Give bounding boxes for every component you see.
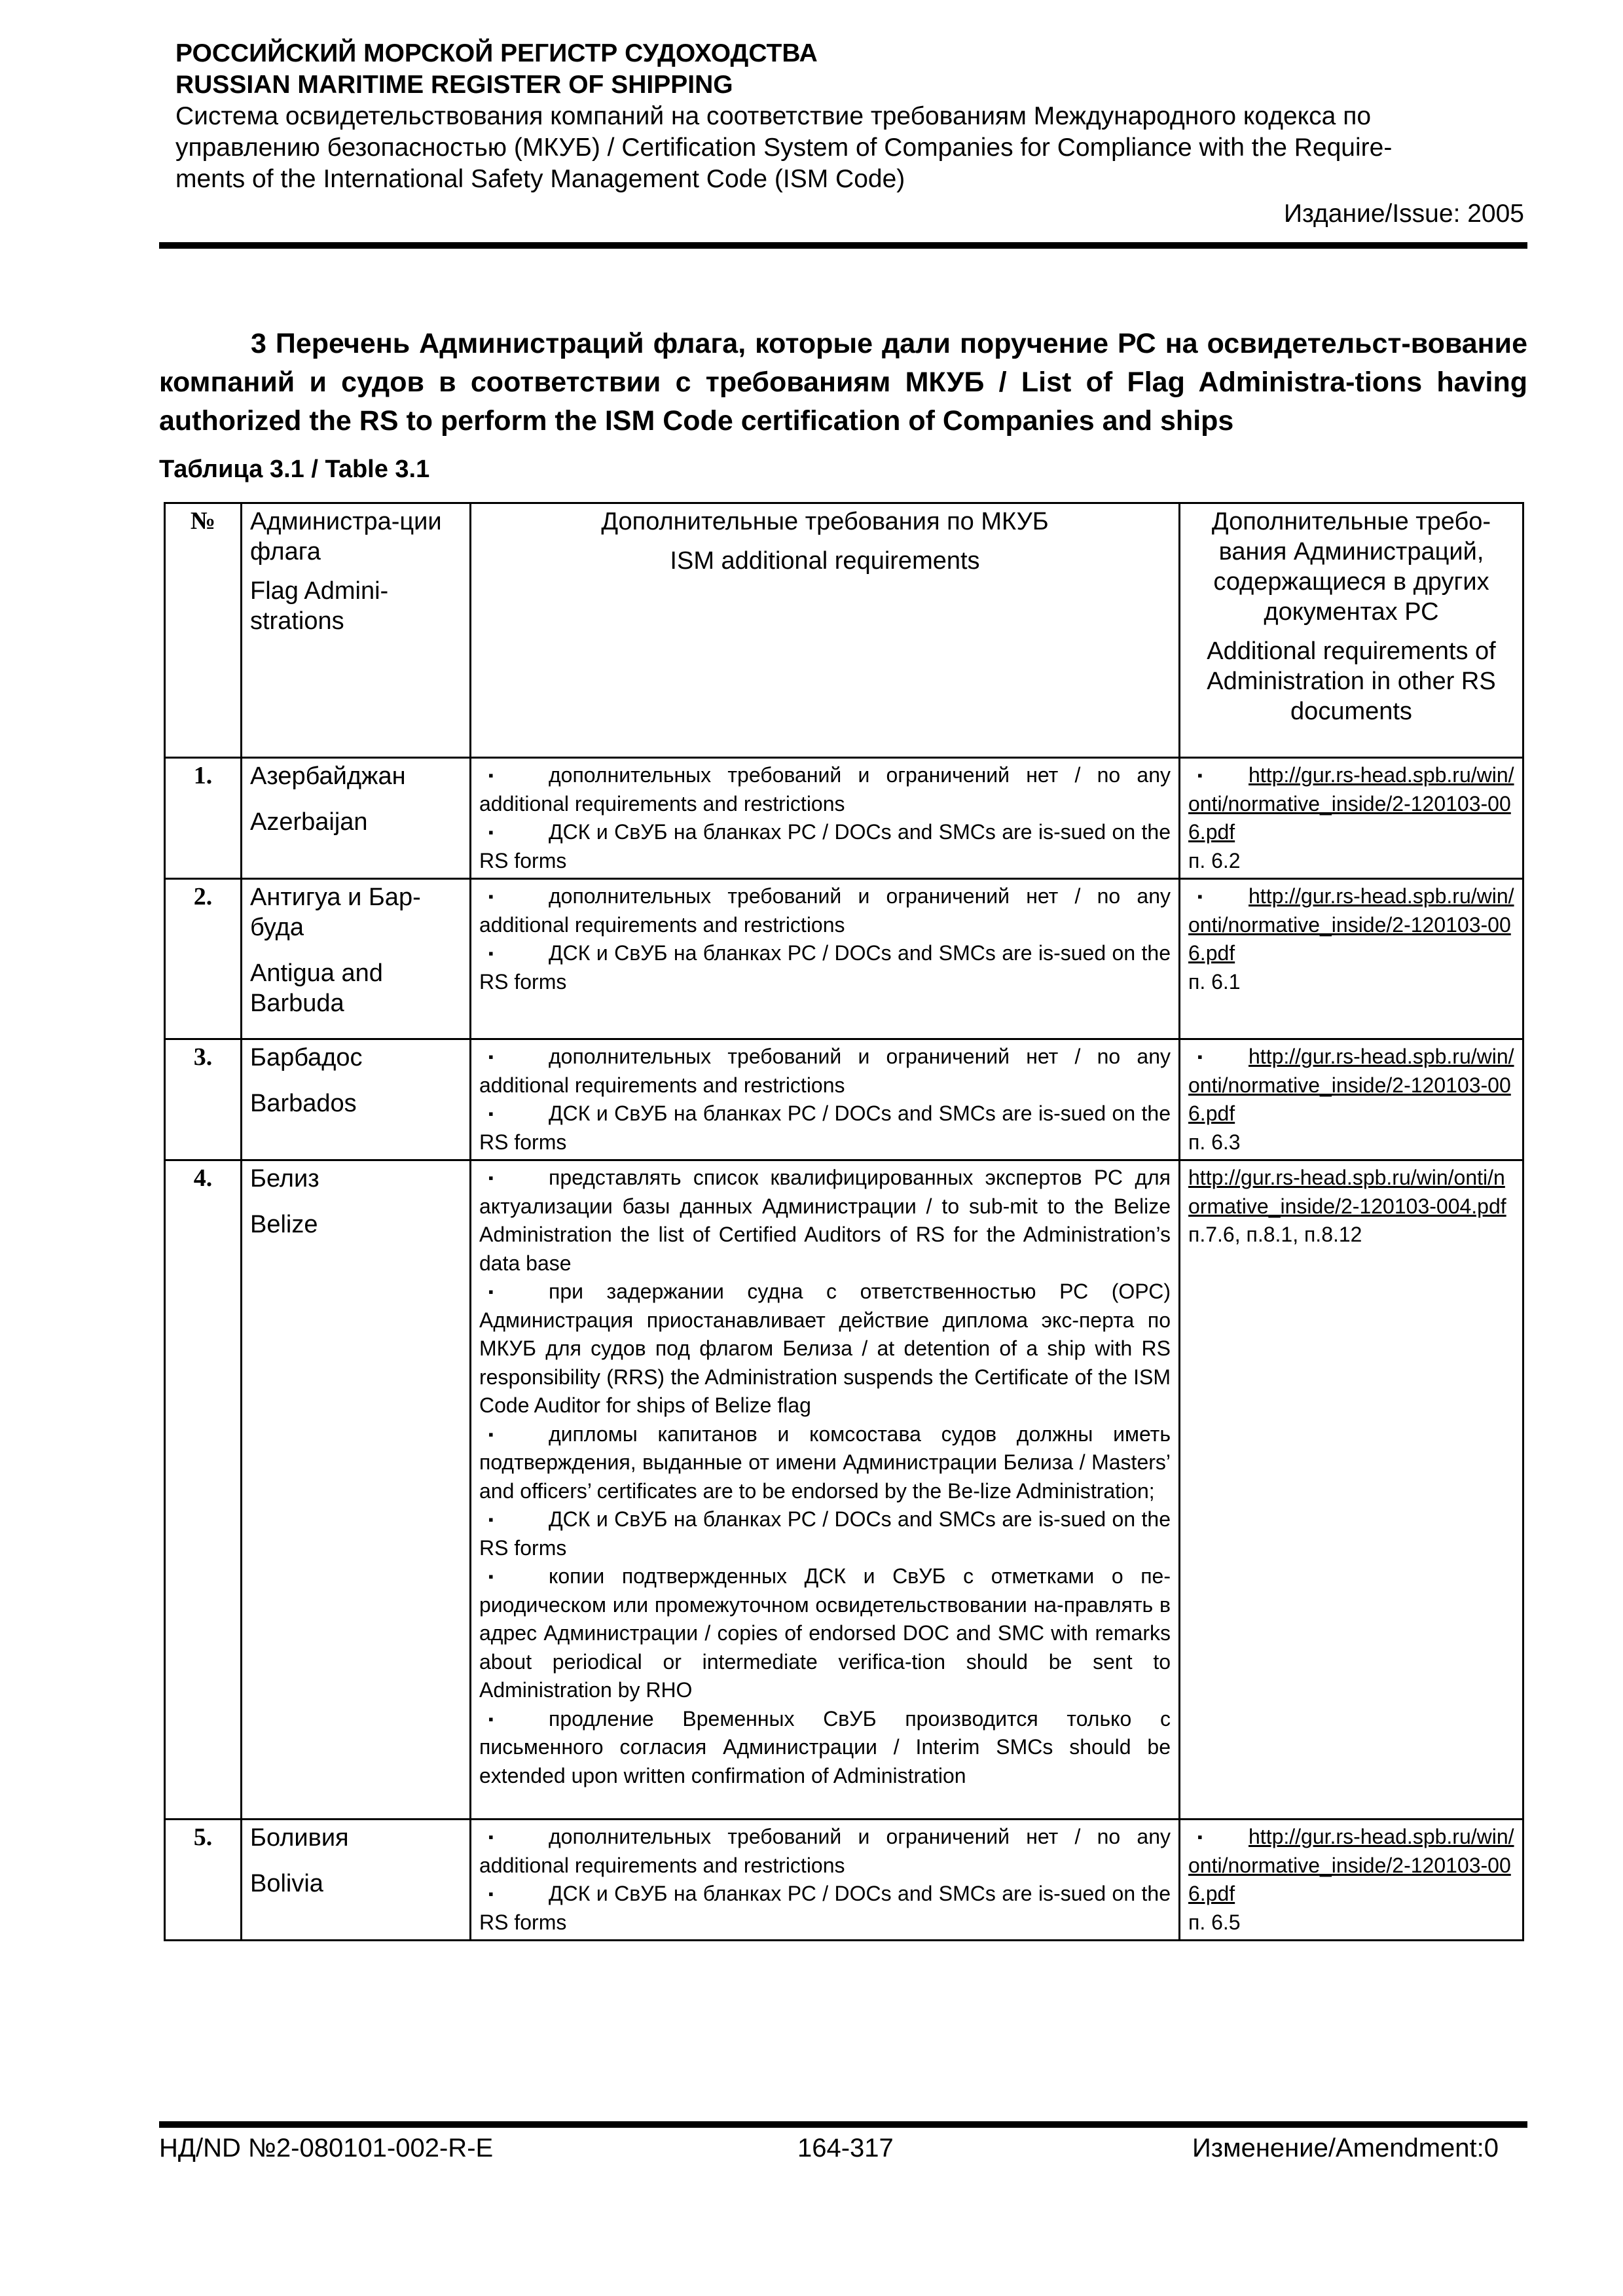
table-row (165, 1039, 1523, 1160)
reference-link-line (1188, 882, 1514, 968)
reference-cell (1180, 758, 1523, 879)
row-number: 5. (165, 1820, 242, 1941)
requirement-text: ДСК и СвУБ на бланках РС / DOCs and SMCs are is-sued on the RS forms (479, 1507, 1171, 1560)
requirement-item (479, 1880, 1171, 1937)
square-bullet-icon: ▪ (488, 824, 494, 840)
header-administration (242, 503, 471, 758)
requirement-item (479, 1164, 1171, 1278)
system-line-2: управлению безопасностью (МКУБ) / Certification System of Companies for Compliance with the Require- (175, 134, 1393, 162)
document-header (175, 38, 1524, 230)
square-bullet-icon: ▪ (1197, 767, 1203, 783)
header-divider (159, 242, 1527, 249)
requirement-text: представлять список квалифицированных экспертов РС для актуализации базы данных Администрации / to sub-mit to the Belize Administration the list of Certified Auditors of RS for the Administration’s data base (479, 1166, 1171, 1275)
reference-link-line (1188, 1164, 1514, 1221)
requirement-text: дополнительных требований и ограничений нет / no any additional requirements and restrictions (479, 1045, 1171, 1097)
requirement-text: продление Временных СвУБ производится только с письменного согласия Администрации / Interim SMCs should be extended upon written confirmation of Administration (479, 1706, 1171, 1787)
reference-cell (1180, 1160, 1523, 1820)
reference-clause: п. 6.2 (1188, 848, 1241, 872)
row-number: 2. (165, 879, 242, 1039)
requirement-item (479, 1043, 1171, 1100)
square-bullet-icon: ▪ (488, 1170, 494, 1186)
header-num: № (165, 503, 242, 758)
header-admin-en: Flag Admini-strations (250, 577, 389, 635)
requirement-item (479, 1823, 1171, 1880)
reference-clause: п. 6.5 (1188, 1910, 1241, 1934)
square-bullet-icon: ▪ (1197, 1829, 1203, 1845)
requirement-text: дополнительных требований и ограничений нет / no any additional requirements and restrictions (479, 884, 1171, 937)
normative-document-link[interactable]: http://gur.rs-head.spb.ru/win/onti/normative_inside/2-120103-006.pdf (1188, 763, 1514, 844)
requirement-item (479, 1278, 1171, 1420)
administration-name-ru: Боливия (250, 1824, 349, 1852)
footer-page-number: 164-317 (797, 2134, 894, 2162)
footer-divider (159, 2121, 1527, 2128)
header-other-ru: Дополнительные требо-вания Администраций, содержащиеся в других документах РС (1211, 508, 1491, 626)
register-title-en: RUSSIAN MARITIME REGISTER OF SHIPPING (175, 71, 733, 99)
requirements-cell (471, 1039, 1180, 1160)
reference-link-line (1188, 1043, 1514, 1128)
requirement-item (479, 1562, 1171, 1705)
table-row (165, 1820, 1523, 1941)
normative-document-link[interactable]: http://gur.rs-head.spb.ru/win/onti/normative_inside/2-120103-006.pdf (1188, 884, 1514, 965)
administration-name-en: Antigua and Barbuda (250, 960, 383, 1017)
system-line-1: Система освидетельствования компаний на соответствие требованиям Международного кодекса по (175, 102, 1372, 130)
requirement-text: дополнительных требований и ограничений нет / no any additional requirements and restrictions (479, 763, 1171, 816)
footer-doc-number: НД/ND №2-080101-002-R-E (159, 2134, 494, 2162)
requirement-text: ДСК и СвУБ на бланках РС / DOCs and SMCs are is-sued on the RS forms (479, 820, 1171, 872)
reference-cell (1180, 879, 1523, 1039)
requirement-text: ДСК и СвУБ на бланках РС / DOCs and SMCs are is-sued on the RS forms (479, 941, 1171, 994)
table-row (165, 758, 1523, 879)
square-bullet-icon: ▪ (488, 1049, 494, 1065)
square-bullet-icon: ▪ (488, 1511, 494, 1528)
administration-name-cell (242, 1160, 471, 1820)
square-bullet-icon: ▪ (488, 767, 494, 783)
administration-name-cell (242, 1039, 471, 1160)
requirement-text: ДСК и СвУБ на бланках РС / DOCs and SMCs are is-sued on the RS forms (479, 1102, 1171, 1154)
administration-name-en: Bolivia (250, 1870, 323, 1897)
reference-link-line (1188, 761, 1514, 847)
administration-name-ru: Азербайджан (250, 762, 406, 790)
register-title-ru: РОССИЙСКИЙ МОРСКОЙ РЕГИСТР СУДОХОДСТВА (175, 39, 818, 67)
requirement-item (479, 1505, 1171, 1562)
issue-label: Издание/Issue: 2005 (1284, 200, 1524, 228)
requirement-item (479, 1705, 1171, 1791)
header-req-ru: Дополнительные требования по МКУБ (601, 508, 1049, 535)
requirements-cell (471, 1160, 1180, 1820)
requirement-item (479, 882, 1171, 939)
requirement-item (479, 939, 1171, 996)
normative-document-link[interactable]: http://gur.rs-head.spb.ru/win/onti/normative_inside/2-120103-006.pdf (1188, 1045, 1514, 1125)
administration-name-en: Barbados (250, 1090, 357, 1117)
administration-name-ru: Барбадос (250, 1044, 363, 1071)
row-number: 1. (165, 758, 242, 879)
reference-clause: п. 6.3 (1188, 1130, 1241, 1154)
administration-name-ru: Антигуа и Бар-буда (250, 884, 421, 941)
requirements-cell (471, 1820, 1180, 1941)
header-requirements (471, 503, 1180, 758)
requirement-text: дополнительных требований и ограничений нет / no any additional requirements and restrictions (479, 1825, 1171, 1877)
normative-document-link[interactable]: http://gur.rs-head.spb.ru/win/onti/normative_inside/2-120103-004.pdf (1188, 1166, 1506, 1218)
table-caption: Таблица 3.1 / Table 3.1 (159, 456, 430, 483)
square-bullet-icon: ▪ (488, 1829, 494, 1845)
square-bullet-icon: ▪ (488, 1283, 494, 1300)
reference-link-line (1188, 1823, 1514, 1909)
square-bullet-icon: ▪ (488, 1105, 494, 1122)
square-bullet-icon: ▪ (488, 1886, 494, 1902)
header-other-docs (1180, 503, 1523, 758)
administration-name-en: Azerbaijan (250, 808, 368, 836)
square-bullet-icon: ▪ (1197, 888, 1203, 905)
row-number: 3. (165, 1039, 242, 1160)
administration-name-cell (242, 1820, 471, 1941)
section-title: 3 Перечень Администраций флага, которые дали поручение РС на освидетельст-вование компаний и судов в соответствии с требованиям МКУБ / List of Flag Administra-tions having authorized the RS to perform the ISM Code certification of Companies and ships (159, 328, 1527, 437)
table-header-row (165, 503, 1523, 758)
administration-name-cell (242, 758, 471, 879)
requirement-item (479, 761, 1171, 818)
requirement-text: ДСК и СвУБ на бланках РС / DOCs and SMCs are is-sued on the RS forms (479, 1882, 1171, 1934)
administration-name-cell (242, 879, 471, 1039)
header-admin-ru: Администра-ции флага (250, 508, 442, 565)
square-bullet-icon: ▪ (1197, 1049, 1203, 1065)
reference-clause: п.7.6, п.8.1, п.8.12 (1188, 1223, 1362, 1246)
row-number: 4. (165, 1160, 242, 1820)
reference-cell (1180, 1820, 1523, 1941)
table-row (165, 1160, 1523, 1820)
requirement-item (479, 1100, 1171, 1157)
square-bullet-icon: ▪ (488, 888, 494, 905)
flag-administrations-table (164, 502, 1524, 1941)
square-bullet-icon: ▪ (488, 1568, 494, 1585)
requirement-text: при задержании судна с ответственностью РС (ОРС) Администрация приостанавливает действие диплома экс-перта по МКУБ для судов под флагом Белиза / at detention of a ship with RS responsibility (RRS) the Administration suspends the Certificate of the ISM Code Auditor for ships of Belize flag (479, 1280, 1171, 1417)
system-line-3: ments of the International Safety Management Code (ISM Code) (175, 165, 905, 193)
requirement-text: копии подтвержденных ДСК и СвУБ с отметками о пе-риодическом или промежуточном освидетельствовании на-правлять в адрес Администрации / copies of endorsed DOC and SMC with remarks about periodical or intermediate verifica-tion should be sent to Administration by RHO (479, 1564, 1171, 1702)
requirements-cell (471, 879, 1180, 1039)
table-row (165, 879, 1523, 1039)
requirements-cell (471, 758, 1180, 879)
header-req-en: ISM additional requirements (670, 547, 980, 575)
requirement-item (479, 1420, 1171, 1506)
footer-amendment: Изменение/Amendment:0 (1192, 2134, 1499, 2162)
header-other-en: Additional requirements of Administration in other RS documents (1207, 637, 1496, 725)
requirement-text: дипломы капитанов и комсостава судов должны иметь подтверждения, выданные от имени Администрации Белиза / Masters’ and officers’ certificates are to be endorsed by the Be-lize Administration; (479, 1422, 1171, 1503)
normative-document-link[interactable]: http://gur.rs-head.spb.ru/win/onti/normative_inside/2-120103-006.pdf (1188, 1825, 1514, 1905)
reference-clause: п. 6.1 (1188, 969, 1241, 994)
administration-name-en: Belize (250, 1211, 318, 1238)
requirement-item (479, 818, 1171, 875)
reference-cell (1180, 1039, 1523, 1160)
administration-name-ru: Белиз (250, 1165, 319, 1193)
square-bullet-icon: ▪ (488, 1710, 494, 1727)
square-bullet-icon: ▪ (488, 1426, 494, 1443)
square-bullet-icon: ▪ (488, 945, 494, 961)
